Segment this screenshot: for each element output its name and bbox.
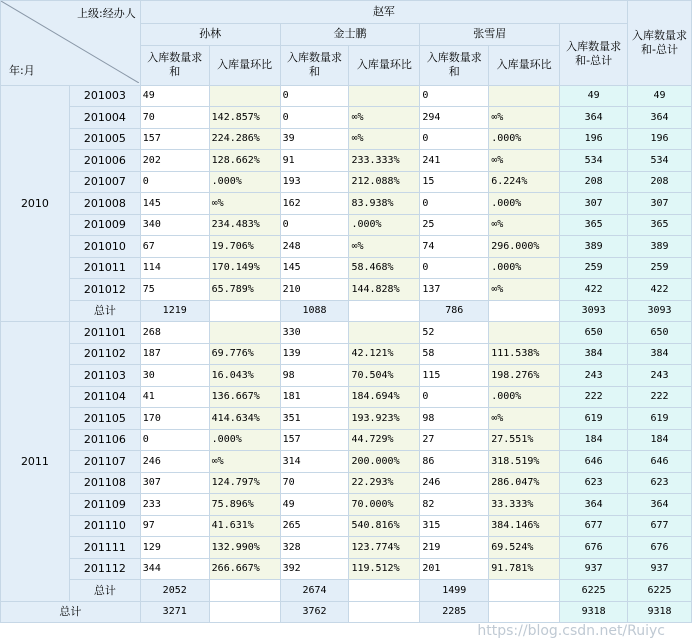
- grand-total-blank: [209, 601, 280, 623]
- qty-cell: 25: [420, 214, 489, 236]
- subtotal-blank: [209, 300, 280, 322]
- total-cell: 646: [560, 451, 628, 473]
- grand-total-grand-total: 9318: [628, 601, 692, 623]
- qty-cell: 0: [280, 214, 349, 236]
- ratio-cell: 33.333%: [489, 494, 560, 516]
- qty-cell: 0: [140, 429, 209, 451]
- ratio-cell: ∞%: [209, 193, 280, 215]
- ratio-cell: 184.694%: [349, 386, 420, 408]
- qty-cell: 187: [140, 343, 209, 365]
- table-row: [1, 386, 692, 408]
- total-cell: 208: [560, 171, 628, 193]
- grand-total-cell: 619: [628, 408, 692, 430]
- subtotal-qty: 786: [420, 300, 489, 322]
- grand-total-cell: 364: [628, 107, 692, 129]
- ratio-cell: 142.857%: [209, 107, 280, 129]
- qty-cell: 0: [420, 193, 489, 215]
- qty-cell: 49: [280, 494, 349, 516]
- month-label: 201004: [69, 107, 140, 129]
- qty-cell: 241: [420, 150, 489, 172]
- total-cell: 677: [560, 515, 628, 537]
- qty-cell: 70: [140, 107, 209, 129]
- grand-total-cell: 650: [628, 322, 692, 344]
- qty-cell: 139: [280, 343, 349, 365]
- table-row: [1, 343, 692, 365]
- qty-cell: 248: [280, 236, 349, 258]
- total-cell: 619: [560, 408, 628, 430]
- ratio-cell: [209, 85, 280, 107]
- ratio-cell: 132.990%: [209, 537, 280, 559]
- ratio-column-header: 入库量环比: [349, 45, 420, 85]
- qty-cell: 0: [420, 257, 489, 279]
- qty-cell: 30: [140, 365, 209, 387]
- table-row: [1, 150, 692, 172]
- month-label: 201109: [69, 494, 140, 516]
- grand-total-cell: 243: [628, 365, 692, 387]
- ratio-cell: .000%: [209, 171, 280, 193]
- month-label: 201003: [69, 85, 140, 107]
- table-row: [1, 214, 692, 236]
- ratio-cell: 44.729%: [349, 429, 420, 451]
- qty-cell: 392: [280, 558, 349, 580]
- ratio-cell: .000%: [349, 214, 420, 236]
- month-label: 201112: [69, 558, 140, 580]
- ratio-cell: ∞%: [349, 107, 420, 129]
- ratio-cell: .000%: [489, 386, 560, 408]
- ratio-cell: 233.333%: [349, 150, 420, 172]
- subtotal-total: 3093: [560, 300, 628, 322]
- table-row: [1, 515, 692, 537]
- qty-cell: 75: [140, 279, 209, 301]
- grand-total-cell: 365: [628, 214, 692, 236]
- table-row: [1, 257, 692, 279]
- ratio-cell: ∞%: [349, 236, 420, 258]
- ratio-cell: 318.519%: [489, 451, 560, 473]
- ratio-cell: ∞%: [489, 279, 560, 301]
- qty-cell: 344: [140, 558, 209, 580]
- ratio-cell: 22.293%: [349, 472, 420, 494]
- ratio-cell: 69.524%: [489, 537, 560, 559]
- subtotal-row: [1, 580, 692, 602]
- qty-cell: 0: [280, 107, 349, 129]
- staff-header-3: 张雪眉: [420, 24, 560, 46]
- ratio-cell: 58.468%: [349, 257, 420, 279]
- grand-total-cell: 937: [628, 558, 692, 580]
- subtotal-qty: 2674: [280, 580, 349, 602]
- corner-header: [1, 1, 141, 86]
- ratio-cell: 124.797%: [209, 472, 280, 494]
- ratio-cell: 212.088%: [349, 171, 420, 193]
- total-cell: 222: [560, 386, 628, 408]
- grand-total-cell: 623: [628, 472, 692, 494]
- subtotal-qty: 1088: [280, 300, 349, 322]
- total-cell: 623: [560, 472, 628, 494]
- qty-cell: 157: [280, 429, 349, 451]
- table-row: [1, 537, 692, 559]
- qty-cell: 315: [420, 515, 489, 537]
- month-label: 201005: [69, 128, 140, 150]
- qty-column-header: 入库数量求和: [140, 45, 209, 85]
- qty-cell: 98: [420, 408, 489, 430]
- grand-total-label: 总计: [1, 601, 141, 623]
- qty-cell: 145: [280, 257, 349, 279]
- table-row: [1, 236, 692, 258]
- ratio-cell: 91.781%: [489, 558, 560, 580]
- qty-cell: 294: [420, 107, 489, 129]
- ratio-cell: ∞%: [209, 451, 280, 473]
- table-row: [1, 429, 692, 451]
- total-cell: 243: [560, 365, 628, 387]
- ratio-column-header: 入库量环比: [489, 45, 560, 85]
- table-row: [1, 85, 692, 107]
- ratio-cell: 70.000%: [349, 494, 420, 516]
- month-label: 201110: [69, 515, 140, 537]
- ratio-cell: 6.224%: [489, 171, 560, 193]
- month-label: 201111: [69, 537, 140, 559]
- grand-total-cell: 208: [628, 171, 692, 193]
- total-cell: 365: [560, 214, 628, 236]
- subtotal-label: 总计: [69, 300, 140, 322]
- ratio-cell: 41.631%: [209, 515, 280, 537]
- table-row: [1, 171, 692, 193]
- grand-total-cell: 677: [628, 515, 692, 537]
- grand-total-cell: 184: [628, 429, 692, 451]
- qty-cell: 74: [420, 236, 489, 258]
- corner-bottom-label: 年:月: [9, 63, 35, 77]
- ratio-cell: 414.634%: [209, 408, 280, 430]
- qty-cell: 145: [140, 193, 209, 215]
- qty-cell: 328: [280, 537, 349, 559]
- month-label: 201101: [69, 322, 140, 344]
- qty-cell: 181: [280, 386, 349, 408]
- qty-cell: 314: [280, 451, 349, 473]
- month-label: 201104: [69, 386, 140, 408]
- qty-cell: 265: [280, 515, 349, 537]
- ratio-cell: 198.276%: [489, 365, 560, 387]
- qty-cell: 0: [140, 171, 209, 193]
- year-label: 2011: [1, 322, 70, 602]
- qty-cell: 233: [140, 494, 209, 516]
- table-row: [1, 451, 692, 473]
- qty-cell: 0: [280, 85, 349, 107]
- ratio-cell: [209, 322, 280, 344]
- subtotal-label: 总计: [69, 580, 140, 602]
- qty-cell: 70: [280, 472, 349, 494]
- table-row: [1, 279, 692, 301]
- ratio-cell: ∞%: [489, 150, 560, 172]
- grand-total-blank: [489, 601, 560, 623]
- qty-cell: 41: [140, 386, 209, 408]
- grand-total-cell: 389: [628, 236, 692, 258]
- ratio-cell: 384.146%: [489, 515, 560, 537]
- staff-header-1: 孙林: [140, 24, 280, 46]
- ratio-cell: 286.047%: [489, 472, 560, 494]
- manager-header: 赵军: [140, 1, 627, 24]
- grand-total-qty: 3762: [280, 601, 349, 623]
- total-cell: 937: [560, 558, 628, 580]
- ratio-cell: ∞%: [489, 107, 560, 129]
- ratio-cell: 19.706%: [209, 236, 280, 258]
- qty-cell: 97: [140, 515, 209, 537]
- ratio-cell: ∞%: [489, 408, 560, 430]
- ratio-cell: 200.000%: [349, 451, 420, 473]
- table-row: [1, 408, 692, 430]
- corner-top-label: 上级:经办人: [77, 7, 136, 20]
- ratio-cell: [349, 85, 420, 107]
- ratio-cell: 193.923%: [349, 408, 420, 430]
- staff-header-2: 金士鹏: [280, 24, 420, 46]
- total-cell: 422: [560, 279, 628, 301]
- table-row: [1, 494, 692, 516]
- subtotal-blank: [349, 580, 420, 602]
- grand-total-cell: 676: [628, 537, 692, 559]
- ratio-cell: 111.538%: [489, 343, 560, 365]
- month-label: 201007: [69, 171, 140, 193]
- total-cell: 650: [560, 322, 628, 344]
- subtotal-blank: [489, 580, 560, 602]
- qty-cell: 170: [140, 408, 209, 430]
- qty-cell: 52: [420, 322, 489, 344]
- ratio-cell: 16.043%: [209, 365, 280, 387]
- total-cell: 259: [560, 257, 628, 279]
- subtotal-grand-total: 3093: [628, 300, 692, 322]
- ratio-cell: .000%: [209, 429, 280, 451]
- table-row: [1, 128, 692, 150]
- subtotal-grand-total: 6225: [628, 580, 692, 602]
- qty-cell: 0: [420, 386, 489, 408]
- qty-cell: 91: [280, 150, 349, 172]
- ratio-cell: 65.789%: [209, 279, 280, 301]
- ratio-cell: .000%: [489, 257, 560, 279]
- table-row: [1, 193, 692, 215]
- year-label: 2010: [1, 85, 70, 322]
- month-label: 201107: [69, 451, 140, 473]
- grand-total-qty: 3271: [140, 601, 209, 623]
- grand-total-total: 9318: [560, 601, 628, 623]
- month-label: 201009: [69, 214, 140, 236]
- ratio-cell: 170.149%: [209, 257, 280, 279]
- qty-cell: 98: [280, 365, 349, 387]
- qty-cell: 201: [420, 558, 489, 580]
- ratio-cell: .000%: [489, 128, 560, 150]
- month-label: 201008: [69, 193, 140, 215]
- qty-cell: 157: [140, 128, 209, 150]
- ratio-cell: 75.896%: [209, 494, 280, 516]
- grand-total-cell: 222: [628, 386, 692, 408]
- grand-total-blank: [349, 601, 420, 623]
- total-cell: 196: [560, 128, 628, 150]
- qty-cell: 129: [140, 537, 209, 559]
- grand-total-cell: 196: [628, 128, 692, 150]
- month-label: 201103: [69, 365, 140, 387]
- total-cell: 676: [560, 537, 628, 559]
- ratio-cell: [349, 322, 420, 344]
- table-row: [1, 472, 692, 494]
- ratio-cell: 123.774%: [349, 537, 420, 559]
- qty-column-header: 入库数量求和: [420, 45, 489, 85]
- qty-cell: 67: [140, 236, 209, 258]
- qty-cell: 86: [420, 451, 489, 473]
- subtotal-blank: [489, 300, 560, 322]
- ratio-cell: 42.121%: [349, 343, 420, 365]
- qty-cell: 340: [140, 214, 209, 236]
- qty-cell: 0: [420, 128, 489, 150]
- qty-cell: 15: [420, 171, 489, 193]
- month-label: 201105: [69, 408, 140, 430]
- ratio-cell: [489, 322, 560, 344]
- qty-cell: 307: [140, 472, 209, 494]
- total-cell: 384: [560, 343, 628, 365]
- ratio-column-header: 入库量环比: [209, 45, 280, 85]
- qty-cell: 246: [420, 472, 489, 494]
- month-label: 201102: [69, 343, 140, 365]
- qty-cell: 82: [420, 494, 489, 516]
- grand-total-cell: 49: [628, 85, 692, 107]
- qty-cell: 115: [420, 365, 489, 387]
- grand-total-row: [1, 601, 692, 623]
- qty-cell: 58: [420, 343, 489, 365]
- qty-cell: 27: [420, 429, 489, 451]
- subtotal-total: 6225: [560, 580, 628, 602]
- grand-total-column-header: 入库数量求和-总计: [628, 1, 692, 86]
- subtotal-qty: 1219: [140, 300, 209, 322]
- subtotal-qty: 2052: [140, 580, 209, 602]
- total-cell: 184: [560, 429, 628, 451]
- qty-cell: 193: [280, 171, 349, 193]
- ratio-cell: 136.667%: [209, 386, 280, 408]
- qty-column-header: 入库数量求和: [280, 45, 349, 85]
- grand-total-cell: 422: [628, 279, 692, 301]
- qty-cell: 202: [140, 150, 209, 172]
- ratio-cell: 27.551%: [489, 429, 560, 451]
- month-label: 201006: [69, 150, 140, 172]
- grand-total-cell: 384: [628, 343, 692, 365]
- month-label: 201108: [69, 472, 140, 494]
- ratio-cell: 144.828%: [349, 279, 420, 301]
- table-row: [1, 322, 692, 344]
- month-label: 201106: [69, 429, 140, 451]
- ratio-cell: ∞%: [349, 128, 420, 150]
- ratio-cell: 224.286%: [209, 128, 280, 150]
- ratio-cell: 234.483%: [209, 214, 280, 236]
- ratio-cell: 540.816%: [349, 515, 420, 537]
- grand-total-qty: 2285: [420, 601, 489, 623]
- watermark: https://blog.csdn.net/Ruiyc: [477, 623, 665, 639]
- total-cell: 389: [560, 236, 628, 258]
- ratio-cell: 119.512%: [349, 558, 420, 580]
- month-label: 201010: [69, 236, 140, 258]
- total-column-header: 入库数量求和-总计: [560, 24, 628, 86]
- grand-total-cell: 259: [628, 257, 692, 279]
- qty-cell: 0: [420, 85, 489, 107]
- qty-cell: 114: [140, 257, 209, 279]
- grand-total-cell: 534: [628, 150, 692, 172]
- table-row: [1, 558, 692, 580]
- qty-cell: 137: [420, 279, 489, 301]
- ratio-cell: [489, 85, 560, 107]
- qty-cell: 351: [280, 408, 349, 430]
- ratio-cell: 70.504%: [349, 365, 420, 387]
- grand-total-cell: 364: [628, 494, 692, 516]
- ratio-cell: 266.667%: [209, 558, 280, 580]
- ratio-cell: 83.938%: [349, 193, 420, 215]
- table-row: [1, 107, 692, 129]
- subtotal-qty: 1499: [420, 580, 489, 602]
- total-cell: 364: [560, 107, 628, 129]
- qty-cell: 246: [140, 451, 209, 473]
- total-cell: 364: [560, 494, 628, 516]
- qty-cell: 49: [140, 85, 209, 107]
- ratio-cell: 128.662%: [209, 150, 280, 172]
- qty-cell: 268: [140, 322, 209, 344]
- month-label: 201011: [69, 257, 140, 279]
- subtotal-blank: [209, 580, 280, 602]
- qty-cell: 162: [280, 193, 349, 215]
- month-label: 201012: [69, 279, 140, 301]
- subtotal-row: [1, 300, 692, 322]
- subtotal-blank: [349, 300, 420, 322]
- qty-cell: 330: [280, 322, 349, 344]
- qty-cell: 210: [280, 279, 349, 301]
- table-row: [1, 365, 692, 387]
- ratio-cell: ∞%: [489, 214, 560, 236]
- qty-cell: 39: [280, 128, 349, 150]
- ratio-cell: 69.776%: [209, 343, 280, 365]
- ratio-cell: 296.000%: [489, 236, 560, 258]
- grand-total-cell: 646: [628, 451, 692, 473]
- ratio-cell: .000%: [489, 193, 560, 215]
- qty-cell: 219: [420, 537, 489, 559]
- total-cell: 49: [560, 85, 628, 107]
- grand-total-cell: 307: [628, 193, 692, 215]
- total-cell: 307: [560, 193, 628, 215]
- total-cell: 534: [560, 150, 628, 172]
